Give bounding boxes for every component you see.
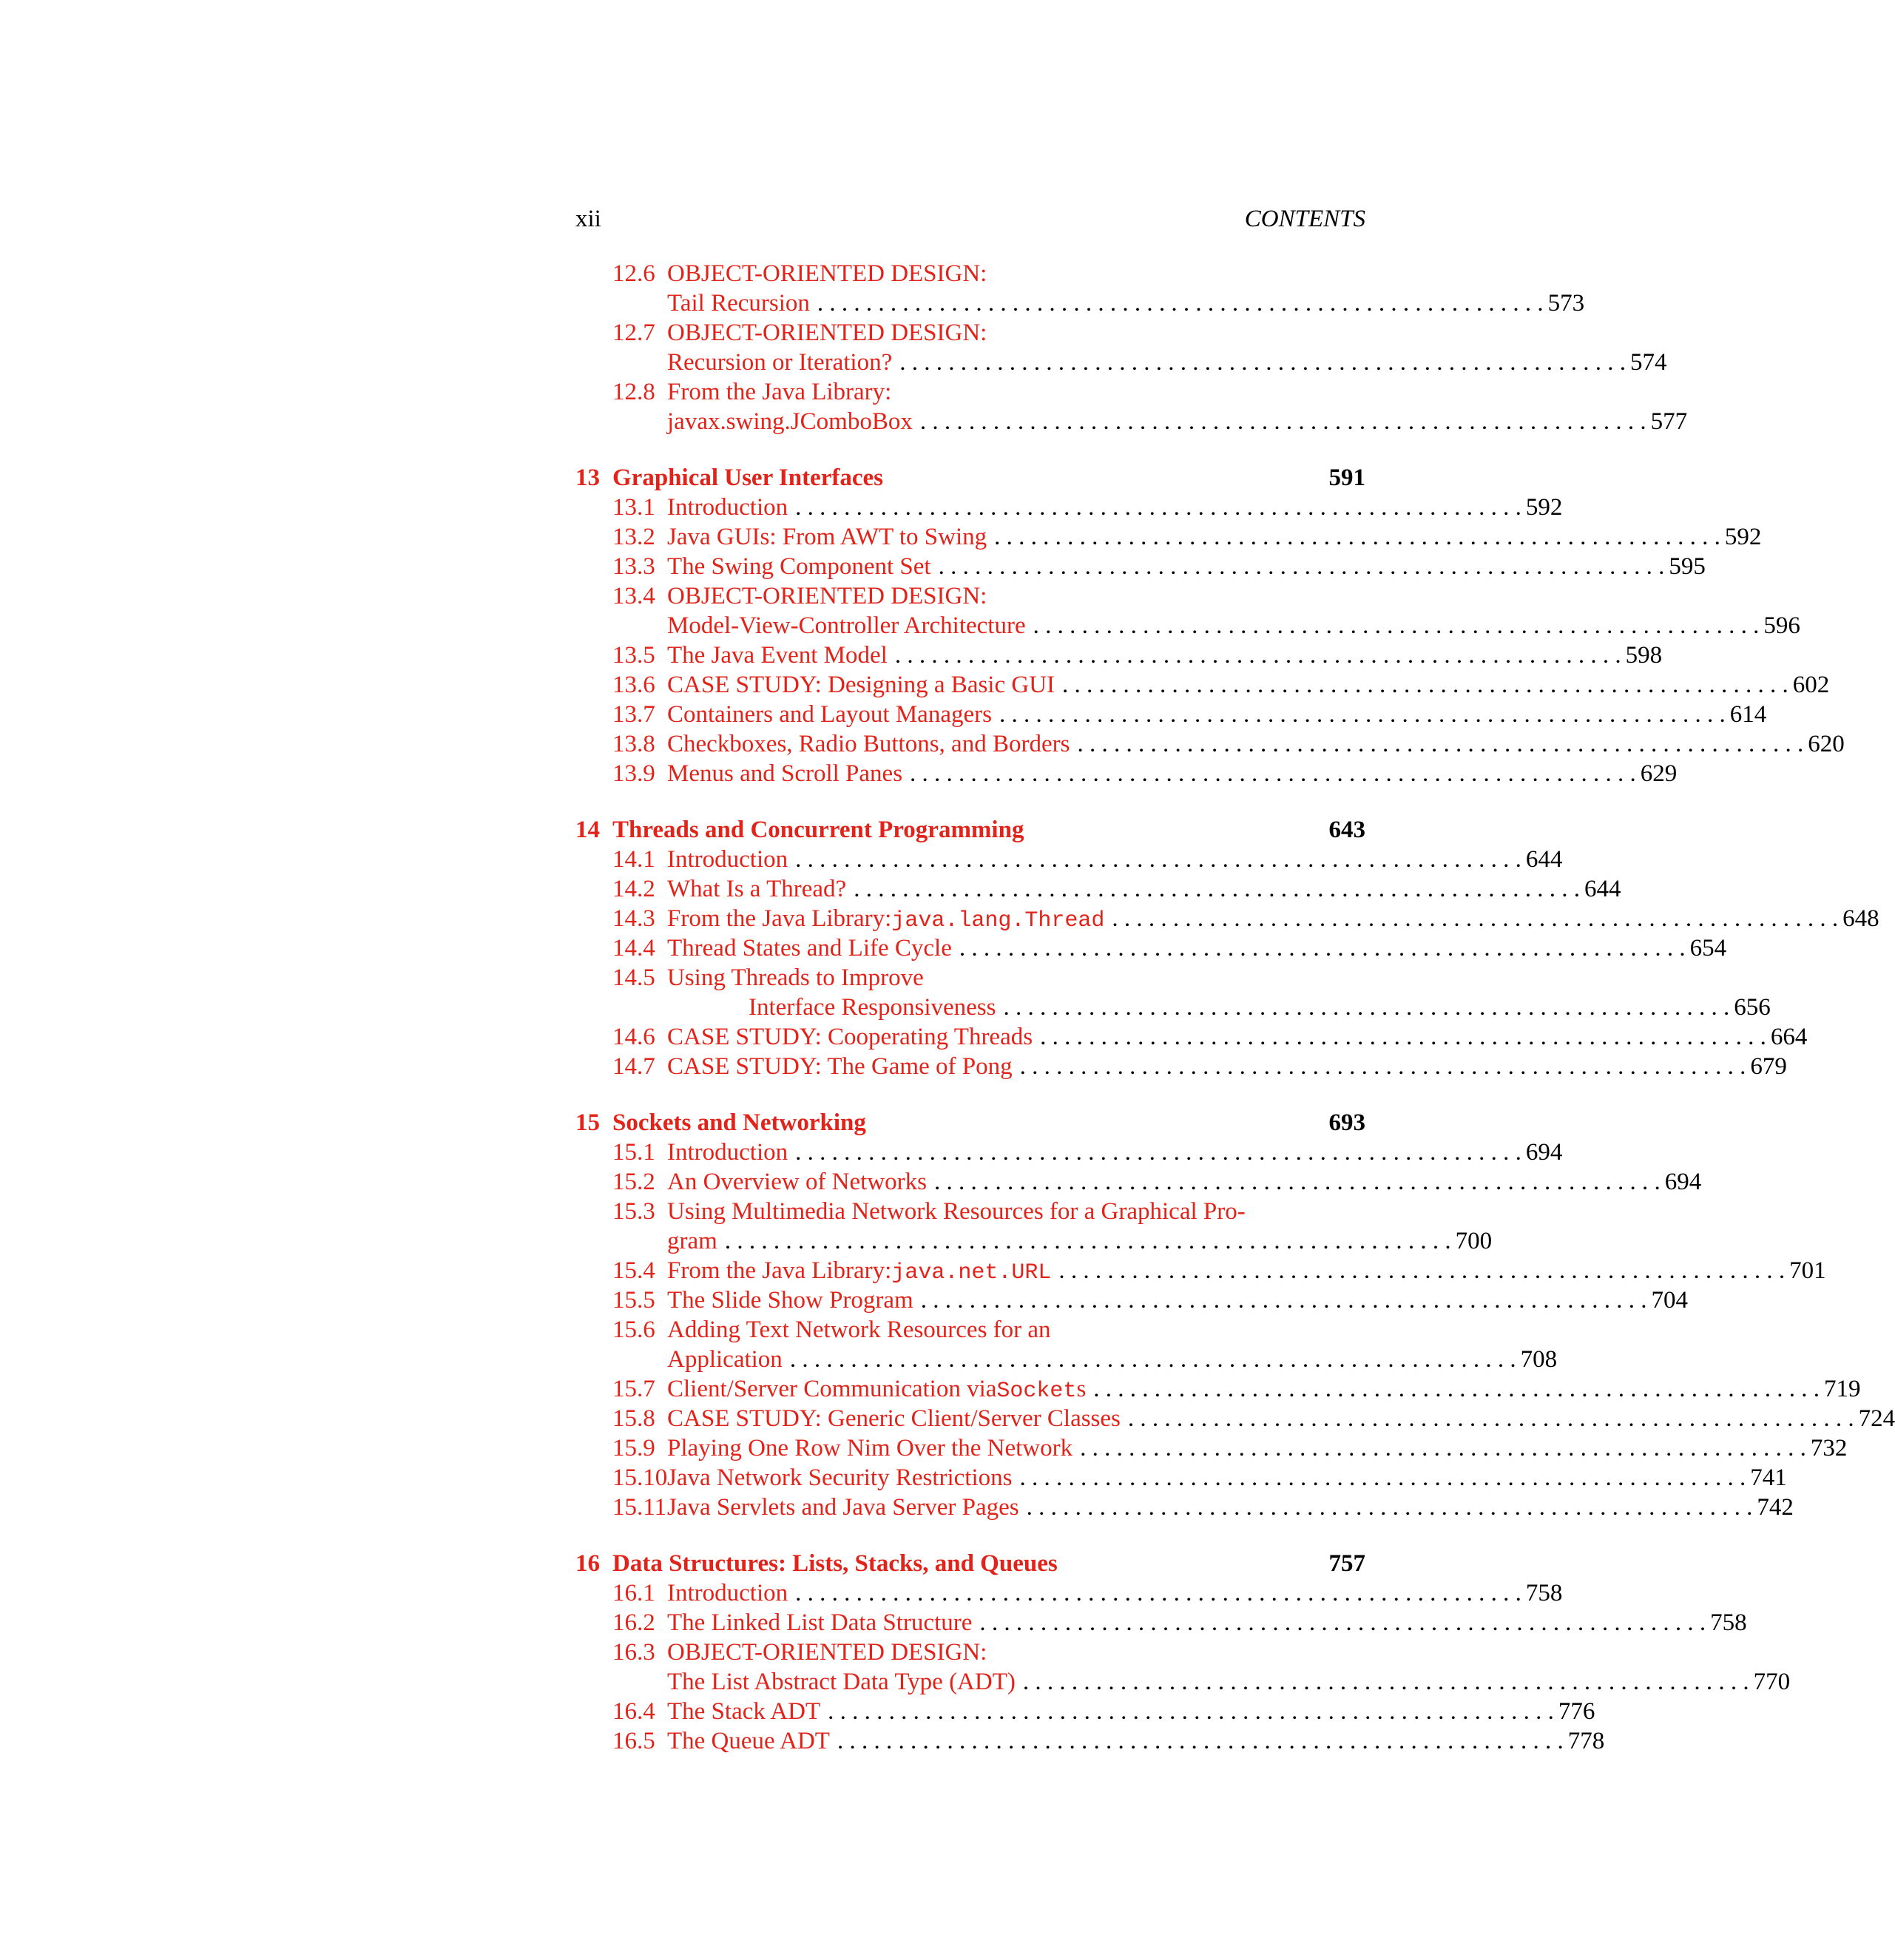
dot-leader: . . . . . . . . . . . . . . . . . . . . . . . . . . . . . . . . . . . . . . . . . . . . . . . . . . . . . . . . . . . . <box>938 553 1665 580</box>
dot-leader: . . . . . . . . . . . . . . . . . . . . . . . . . . . . . . . . . . . . . . . . . . . . . . . . . . . . . . . . . . . . <box>979 1609 1706 1636</box>
toc-section-entry[interactable] <box>575 1197 1493 1256</box>
section-page-number: 758 <box>1710 1609 1747 1636</box>
section-title-link[interactable]: Java Servlets and Java Server Pages <box>667 1494 1019 1521</box>
section-title-row[interactable] <box>667 1022 1808 1052</box>
section-page-number: 742 <box>1757 1494 1794 1521</box>
section-title-row[interactable] <box>667 1667 1791 1697</box>
toc-section-entry[interactable] <box>575 1726 1605 1756</box>
section-page-number: 701 <box>1789 1257 1826 1284</box>
section-title-link[interactable]: Introduction <box>667 1580 788 1606</box>
dot-leader: . . . . . . . . . . . . . . . . . . . . . . . . . . . . . . . . . . . . . . . . . . . . . . . . . . . . . . . . . . . . <box>854 876 1580 902</box>
section-title-row[interactable] <box>667 1256 1826 1285</box>
toc-section-entry[interactable] <box>575 1608 1747 1638</box>
toc-section-entry[interactable] <box>575 641 1663 670</box>
toc-section-entry[interactable] <box>575 1374 1861 1404</box>
section-page-number: 679 <box>1750 1053 1787 1080</box>
section-title-row[interactable] <box>667 641 1663 670</box>
section-title-row[interactable] <box>667 407 1688 436</box>
dot-leader: . . . . . . . . . . . . . . . . . . . . . . . . . . . . . . . . . . . . . . . . . . . . . . . . . . . . . . . . . . . . <box>789 1346 1516 1373</box>
toc-section-entry[interactable] <box>575 729 1845 759</box>
dot-leader: . . . . . . . . . . . . . . . . . . . . . . . . . . . . . . . . . . . . . . . . . . . . . . . . . . . . . . . . . . . . <box>1033 612 1760 639</box>
section-title-link[interactable]: Application <box>667 1346 783 1373</box>
section-title-link[interactable]: The List Abstract Data Type (ADT) <box>667 1669 1016 1695</box>
section-number[interactable]: 13.5 <box>612 642 655 669</box>
section-title-row[interactable] <box>667 1052 1787 1081</box>
section-page-number: 770 <box>1753 1669 1791 1695</box>
section-number[interactable]: 12.8 <box>612 379 655 405</box>
dot-leader: . . . . . . . . . . . . . . . . . . . . . . . . . . . . . . . . . . . . . . . . . . . . . . . . . . . . . . . . . . . . <box>795 1139 1521 1166</box>
section-number[interactable]: 13.6 <box>612 672 655 698</box>
toc-section-entry[interactable] <box>575 963 1771 1022</box>
section-title-row[interactable] <box>667 1374 1861 1404</box>
section-number[interactable]: 15.5 <box>612 1287 655 1314</box>
chapter-page-number: 591 <box>1328 464 1365 491</box>
chapter-number[interactable]: 15 <box>575 1109 600 1136</box>
toc-section-entry[interactable] <box>575 1285 1688 1315</box>
dot-leader: . . . . . . . . . . . . . . . . . . . . . . . . . . . . . . . . . . . . . . . . . . . . . . . . . . . . . . . . . . . . <box>817 290 1544 317</box>
chapter-page-number: 757 <box>1328 1550 1365 1577</box>
section-page-number: 574 <box>1629 349 1667 376</box>
section-title-row[interactable] <box>667 611 1800 641</box>
section-number[interactable]: 15.2 <box>612 1169 655 1195</box>
section-page-number: 598 <box>1625 642 1663 669</box>
section-title-link[interactable]: Containers and Layout Managers <box>667 701 992 728</box>
section-title-link[interactable]: Menus and Scroll Panes <box>667 760 903 787</box>
dot-leader: . . . . . . . . . . . . . . . . . . . . . . . . . . . . . . . . . . . . . . . . . . . . . . . . . . . . . . . . . . . . <box>828 1698 1554 1725</box>
section-page-number: 577 <box>1650 408 1688 435</box>
toc-section-entry[interactable] <box>575 904 1879 933</box>
chapter-heading[interactable] <box>575 1549 1365 1578</box>
section-title-link[interactable]: From the Java Library: <box>667 379 892 405</box>
section-title-link[interactable]: OBJECT-ORIENTED DESIGN: <box>667 320 987 346</box>
section-title-row[interactable] <box>667 845 1563 874</box>
page-header <box>575 206 1365 238</box>
chapter-page-number: 643 <box>1328 817 1365 843</box>
section-number[interactable]: 15.4 <box>612 1257 655 1284</box>
dot-leader: . . . . . . . . . . . . . . . . . . . . . . . . . . . . . . . . . . . . . . . . . . . . . . . . . . . . . . . . . . . . <box>1093 1376 1820 1402</box>
section-page-number: 648 <box>1842 905 1879 932</box>
section-title-row[interactable] <box>667 1463 1787 1493</box>
dot-leader: . . . . . . . . . . . . . . . . . . . . . . . . . . . . . . . . . . . . . . . . . . . . . . . . . . . . . . . . . . . . <box>910 760 1636 787</box>
section-number[interactable]: 13.3 <box>612 553 655 580</box>
section-title-row[interactable] <box>667 1493 1794 1522</box>
section-page-number: 596 <box>1763 612 1800 639</box>
toc-section-entry[interactable] <box>575 1578 1563 1608</box>
section-page-number: 776 <box>1558 1698 1595 1725</box>
dot-leader: . . . . . . . . . . . . . . . . . . . . . . . . . . . . . . . . . . . . . . . . . . . . . . . . . . . . . . . . . . . . <box>899 349 1626 376</box>
code-identifier[interactable]: java.net.URL <box>891 1260 1052 1285</box>
section-title-link[interactable]: The Swing Component Set <box>667 553 931 580</box>
section-number[interactable]: 15.3 <box>612 1198 655 1225</box>
section-title-link[interactable]: Introduction <box>667 1139 788 1166</box>
toc-chapter <box>575 259 1688 436</box>
section-number[interactable]: 13.9 <box>612 760 655 787</box>
section-title-link[interactable]: Thread States and Life Cycle <box>667 935 952 962</box>
section-title-link[interactable]: Model-View-Controller Architecture <box>667 612 1026 639</box>
chapter-heading[interactable] <box>575 815 1365 845</box>
dot-leader: . . . . . . . . . . . . . . . . . . . . . . . . . . . . . . . . . . . . . . . . . . . . . . . . . . . . . . . . . . . . <box>1003 994 1730 1021</box>
chapter-page-number: 693 <box>1328 1109 1365 1136</box>
chapter-title-link[interactable]: Data Structures: Lists, Stacks, and Queues <box>612 1550 1058 1577</box>
toc-section-entry[interactable] <box>575 259 1585 318</box>
section-title-row[interactable] <box>667 1167 1702 1197</box>
dot-leader: . . . . . . . . . . . . . . . . . . . . . . . . . . . . . . . . . . . . . . . . . . . . . . . . . . . . . . . . . . . . <box>1062 672 1788 698</box>
section-title-link[interactable]: The Stack ADT <box>667 1698 821 1725</box>
section-title-link[interactable]: Adding Text Network Resources for an <box>667 1317 1051 1343</box>
section-page-number: 620 <box>1808 731 1845 757</box>
section-title-link[interactable]: OBJECT-ORIENTED DESIGN: <box>667 1639 987 1666</box>
section-number[interactable]: 14.1 <box>612 846 655 873</box>
dot-leader: . . . . . . . . . . . . . . . . . . . . . . . . . . . . . . . . . . . . . . . . . . . . . . . . . . . . . . . . . . . . <box>795 1580 1521 1606</box>
toc-section-entry[interactable] <box>575 933 1727 963</box>
section-page-number: 614 <box>1729 701 1767 728</box>
toc-section-entry[interactable] <box>575 1167 1702 1197</box>
dot-leader: . . . . . . . . . . . . . . . . . . . . . . . . . . . . . . . . . . . . . . . . . . . . . . . . . . . . . . . . . . . . <box>837 1728 1564 1754</box>
section-page-number: 592 <box>1724 524 1762 550</box>
section-page-number: 741 <box>1750 1464 1787 1491</box>
dot-leader: . . . . . . . . . . . . . . . . . . . . . . . . . . . . . . . . . . . . . . . . . . . . . . . . . . . . . . . . . . . . <box>894 642 1621 669</box>
section-number[interactable]: 16.3 <box>612 1639 655 1666</box>
section-number[interactable]: 13.4 <box>612 583 655 609</box>
section-number[interactable]: 16.1 <box>612 1580 655 1606</box>
chapter-number[interactable]: 16 <box>575 1550 600 1577</box>
section-number[interactable]: 14.6 <box>612 1024 655 1050</box>
toc-chapter <box>575 1108 1895 1522</box>
section-title-link[interactable]: Introduction <box>667 846 788 873</box>
section-page-number: 719 <box>1824 1376 1861 1402</box>
section-title-link[interactable]: The Queue ADT <box>667 1728 830 1754</box>
section-title-link[interactable]: Playing One Row Nim Over the Network <box>667 1435 1073 1461</box>
section-title-row[interactable] <box>667 729 1845 759</box>
section-title-row[interactable] <box>667 700 1767 729</box>
dot-leader: . . . . . . . . . . . . . . . . . . . . . . . . . . . . . . . . . . . . . . . . . . . . . . . . . . . . . . . . . . . . <box>1058 1257 1786 1284</box>
dot-leader: . . . . . . . . . . . . . . . . . . . . . . . . . . . . . . . . . . . . . . . . . . . . . . . . . . . . . . . . . . . . <box>1019 1464 1746 1491</box>
dot-leader: . . . . . . . . . . . . . . . . . . . . . . . . . . . . . . . . . . . . . . . . . . . . . . . . . . . . . . . . . . . . <box>795 494 1521 521</box>
section-title-link[interactable]: CASE STUDY: The Game of Pong <box>667 1053 1013 1080</box>
section-number[interactable]: 14.5 <box>612 964 655 991</box>
section-title-link[interactable]: From the Java Library: <box>667 1257 892 1284</box>
section-title-link[interactable]: Interface Responsiveness <box>749 994 996 1021</box>
dot-leader: . . . . . . . . . . . . . . . . . . . . . . . . . . . . . . . . . . . . . . . . . . . . . . . . . . . . . . . . . . . . <box>994 524 1720 550</box>
section-number[interactable]: 15.8 <box>612 1405 655 1432</box>
section-title-suffix[interactable]: s <box>1076 1376 1087 1402</box>
section-title-row[interactable] <box>667 1138 1563 1167</box>
dot-leader: . . . . . . . . . . . . . . . . . . . . . . . . . . . . . . . . . . . . . . . . . . . . . . . . . . . . . . . . . . . . <box>1026 1494 1753 1521</box>
section-title-link[interactable]: Java Network Security Restrictions <box>667 1464 1013 1491</box>
chapter-title-link[interactable]: Graphical User Interfaces <box>612 464 883 491</box>
section-page-number: 664 <box>1770 1024 1808 1050</box>
section-page-number: 758 <box>1525 1580 1563 1606</box>
toc-section-entry[interactable] <box>575 581 1800 641</box>
section-page-number: 629 <box>1640 760 1678 787</box>
section-number[interactable]: 15.10 <box>612 1464 668 1491</box>
toc-section-entry[interactable] <box>575 522 1762 552</box>
toc-section-entry[interactable] <box>575 552 1706 581</box>
dot-leader: . . . . . . . . . . . . . . . . . . . . . . . . . . . . . . . . . . . . . . . . . . . . . . . . . . . . . . . . . . . . <box>959 935 1686 962</box>
section-number[interactable]: 16.5 <box>612 1728 655 1754</box>
section-page-number: 732 <box>1810 1435 1848 1461</box>
section-page-number: 595 <box>1669 553 1706 580</box>
section-number[interactable]: 16.4 <box>612 1698 655 1725</box>
toc-section-entry[interactable] <box>575 1138 1563 1167</box>
section-title-link[interactable]: Checkboxes, Radio Buttons, and Borders <box>667 731 1070 757</box>
section-title-link[interactable]: Client/Server Communication via <box>667 1376 997 1402</box>
section-title-row[interactable] <box>667 1433 1848 1463</box>
section-page-number: 778 <box>1567 1728 1605 1754</box>
toc-section-entry[interactable] <box>575 874 1621 904</box>
dot-leader: . . . . . . . . . . . . . . . . . . . . . . . . . . . . . . . . . . . . . . . . . . . . . . . . . . . . . . . . . . . . <box>724 1228 1451 1254</box>
chapter-heading[interactable] <box>575 463 1365 493</box>
toc-section-entry[interactable] <box>575 1433 1848 1463</box>
toc-chapter <box>575 463 1845 788</box>
section-title-link[interactable]: Using Threads to Improve <box>667 964 924 991</box>
section-title-row[interactable] <box>667 904 1879 933</box>
section-number[interactable]: 14.4 <box>612 935 655 962</box>
running-title: CONTENTS <box>1244 206 1365 232</box>
toc-section-entry[interactable] <box>575 700 1767 729</box>
toc-section-entry[interactable] <box>575 1315 1558 1374</box>
section-title-link[interactable]: CASE STUDY: Generic Client/Server Classes <box>667 1405 1121 1432</box>
section-number[interactable]: 16.2 <box>612 1609 655 1636</box>
section-page-number: 656 <box>1734 994 1771 1021</box>
section-number[interactable]: 14.3 <box>612 905 655 932</box>
section-title-row[interactable] <box>667 933 1727 963</box>
section-title-row[interactable] <box>749 993 1771 1022</box>
toc-section-entry[interactable] <box>575 318 1667 377</box>
section-title-link[interactable]: Recursion or Iteration? <box>667 349 893 376</box>
dot-leader: . . . . . . . . . . . . . . . . . . . . . . . . . . . . . . . . . . . . . . . . . . . . . . . . . . . . . . . . . . . . <box>1080 1435 1806 1461</box>
section-number[interactable]: 14.2 <box>612 876 655 902</box>
dot-leader: . . . . . . . . . . . . . . . . . . . . . . . . . . . . . . . . . . . . . . . . . . . . . . . . . . . . . . . . . . . . <box>1127 1405 1854 1432</box>
section-number[interactable]: 13.7 <box>612 701 655 728</box>
dot-leader: . . . . . . . . . . . . . . . . . . . . . . . . . . . . . . . . . . . . . . . . . . . . . . . . . . . . . . . . . . . . <box>1019 1053 1746 1080</box>
section-number[interactable]: 13.1 <box>612 494 655 521</box>
section-page-number: 592 <box>1525 494 1563 521</box>
section-title-link[interactable]: OBJECT-ORIENTED DESIGN: <box>667 583 987 609</box>
toc-chapter <box>575 1549 1791 1756</box>
section-title-row[interactable] <box>667 522 1762 552</box>
section-title-link[interactable]: Using Multimedia Network Resources for a Graphical Pro- <box>667 1198 1246 1225</box>
section-number[interactable]: 15.1 <box>612 1139 655 1166</box>
section-page-number: 694 <box>1525 1139 1563 1166</box>
section-page-number: 602 <box>1792 672 1830 698</box>
section-title-row[interactable] <box>667 348 1667 377</box>
section-page-number: 654 <box>1689 935 1727 962</box>
section-title-row[interactable] <box>667 874 1621 904</box>
section-page-number: 704 <box>1651 1287 1688 1314</box>
dot-leader: . . . . . . . . . . . . . . . . . . . . . . . . . . . . . . . . . . . . . . . . . . . . . . . . . . . . . . . . . . . . <box>795 846 1521 873</box>
section-title-link[interactable]: Java GUIs: From AWT to Swing <box>667 524 987 550</box>
section-title-link[interactable]: Tail Recursion <box>667 290 810 317</box>
section-page-number: 724 <box>1858 1405 1895 1432</box>
dot-leader: . . . . . . . . . . . . . . . . . . . . . . . . . . . . . . . . . . . . . . . . . . . . . . . . . . . . . . . . . . . . <box>934 1169 1661 1195</box>
section-number[interactable]: 12.6 <box>612 260 655 287</box>
section-title-row[interactable] <box>667 288 1585 318</box>
section-title-link[interactable]: The Slide Show Program <box>667 1287 913 1314</box>
section-number[interactable]: 13.2 <box>612 524 655 550</box>
section-title-link[interactable]: The Java Event Model <box>667 642 888 669</box>
chapter-heading[interactable] <box>575 1108 1365 1138</box>
section-title-link[interactable]: From the Java Library: <box>667 905 892 932</box>
page-number: xii <box>575 206 601 232</box>
toc-section-entry[interactable] <box>575 1638 1791 1697</box>
section-title-row[interactable] <box>667 1608 1747 1638</box>
toc-chapter <box>575 815 1879 1081</box>
section-page-number: 644 <box>1525 846 1563 873</box>
section-title-link[interactable]: What Is a Thread? <box>667 876 847 902</box>
toc-section-entry[interactable] <box>575 845 1563 874</box>
toc-section-entry[interactable] <box>575 1697 1595 1726</box>
section-title-row[interactable] <box>667 1226 1493 1256</box>
dot-leader: . . . . . . . . . . . . . . . . . . . . . . . . . . . . . . . . . . . . . . . . . . . . . . . . . . . . . . . . . . . . <box>1112 905 1839 932</box>
code-identifier[interactable]: Socket <box>996 1379 1077 1404</box>
section-title-row[interactable] <box>667 759 1678 788</box>
table-of-contents <box>575 259 1895 1756</box>
chapter-number[interactable]: 13 <box>575 464 600 491</box>
section-title-link[interactable]: An Overview of Networks <box>667 1169 927 1195</box>
chapter-title-link[interactable]: Sockets and Networking <box>612 1109 866 1136</box>
section-title-row[interactable] <box>667 670 1830 700</box>
section-page-number: 644 <box>1584 876 1621 902</box>
section-title-row[interactable] <box>667 1404 1895 1433</box>
section-title-link[interactable]: javax.swing.JComboBox <box>667 408 913 435</box>
toc-section-entry[interactable] <box>575 1404 1895 1433</box>
toc-section-entry[interactable] <box>575 1256 1826 1285</box>
section-title-row[interactable] <box>667 552 1706 581</box>
toc-section-entry[interactable] <box>575 1052 1787 1081</box>
section-title-link[interactable]: gram <box>667 1228 717 1254</box>
section-number[interactable]: 15.11 <box>612 1494 667 1521</box>
chapter-number[interactable]: 14 <box>575 817 600 843</box>
section-page-number: 700 <box>1455 1228 1493 1254</box>
toc-section-entry[interactable] <box>575 377 1688 436</box>
toc-section-entry[interactable] <box>575 493 1563 522</box>
toc-section-entry[interactable] <box>575 1022 1808 1052</box>
toc-section-entry[interactable] <box>575 1493 1794 1522</box>
section-title-link[interactable]: OBJECT-ORIENTED DESIGN: <box>667 260 987 287</box>
dot-leader: . . . . . . . . . . . . . . . . . . . . . . . . . . . . . . . . . . . . . . . . . . . . . . . . . . . . . . . . . . . . <box>1077 731 1804 757</box>
chapter-title-link[interactable]: Threads and Concurrent Programming <box>612 817 1024 843</box>
section-title-row[interactable] <box>667 1726 1605 1756</box>
section-page-number: 694 <box>1664 1169 1702 1195</box>
section-number[interactable]: 15.6 <box>612 1317 655 1343</box>
section-title-link[interactable]: CASE STUDY: Designing a Basic GUI <box>667 672 1055 698</box>
section-page-number: 708 <box>1520 1346 1558 1373</box>
section-title-link[interactable]: CASE STUDY: Cooperating Threads <box>667 1024 1033 1050</box>
section-number[interactable]: 15.9 <box>612 1435 655 1461</box>
section-title-row[interactable] <box>667 1345 1558 1374</box>
section-number[interactable]: 15.7 <box>612 1376 655 1402</box>
section-page-number: 573 <box>1547 290 1585 317</box>
code-identifier[interactable]: java.lang.Thread <box>891 908 1105 933</box>
dot-leader: . . . . . . . . . . . . . . . . . . . . . . . . . . . . . . . . . . . . . . . . . . . . . . . . . . . . . . . . . . . . <box>920 1287 1647 1314</box>
toc-section-entry[interactable] <box>575 670 1830 700</box>
section-title-row[interactable] <box>667 493 1563 522</box>
section-title-row[interactable] <box>667 1578 1563 1608</box>
section-title-link[interactable]: The Linked List Data Structure <box>667 1609 973 1636</box>
section-number[interactable]: 12.7 <box>612 320 655 346</box>
dot-leader: . . . . . . . . . . . . . . . . . . . . . . . . . . . . . . . . . . . . . . . . . . . . . . . . . . . . . . . . . . . . <box>919 408 1646 435</box>
dot-leader: . . . . . . . . . . . . . . . . . . . . . . . . . . . . . . . . . . . . . . . . . . . . . . . . . . . . . . . . . . . . <box>999 701 1726 728</box>
dot-leader: . . . . . . . . . . . . . . . . . . . . . . . . . . . . . . . . . . . . . . . . . . . . . . . . . . . . . . . . . . . . <box>1022 1669 1749 1695</box>
section-title-row[interactable] <box>667 1697 1595 1726</box>
toc-section-entry[interactable] <box>575 759 1678 788</box>
section-number[interactable]: 14.7 <box>612 1053 655 1080</box>
dot-leader: . . . . . . . . . . . . . . . . . . . . . . . . . . . . . . . . . . . . . . . . . . . . . . . . . . . . . . . . . . . . <box>1040 1024 1766 1050</box>
toc-section-entry[interactable] <box>575 1463 1787 1493</box>
section-number[interactable]: 13.8 <box>612 731 655 757</box>
section-title-row[interactable] <box>667 1285 1688 1315</box>
section-title-link[interactable]: Introduction <box>667 494 788 521</box>
